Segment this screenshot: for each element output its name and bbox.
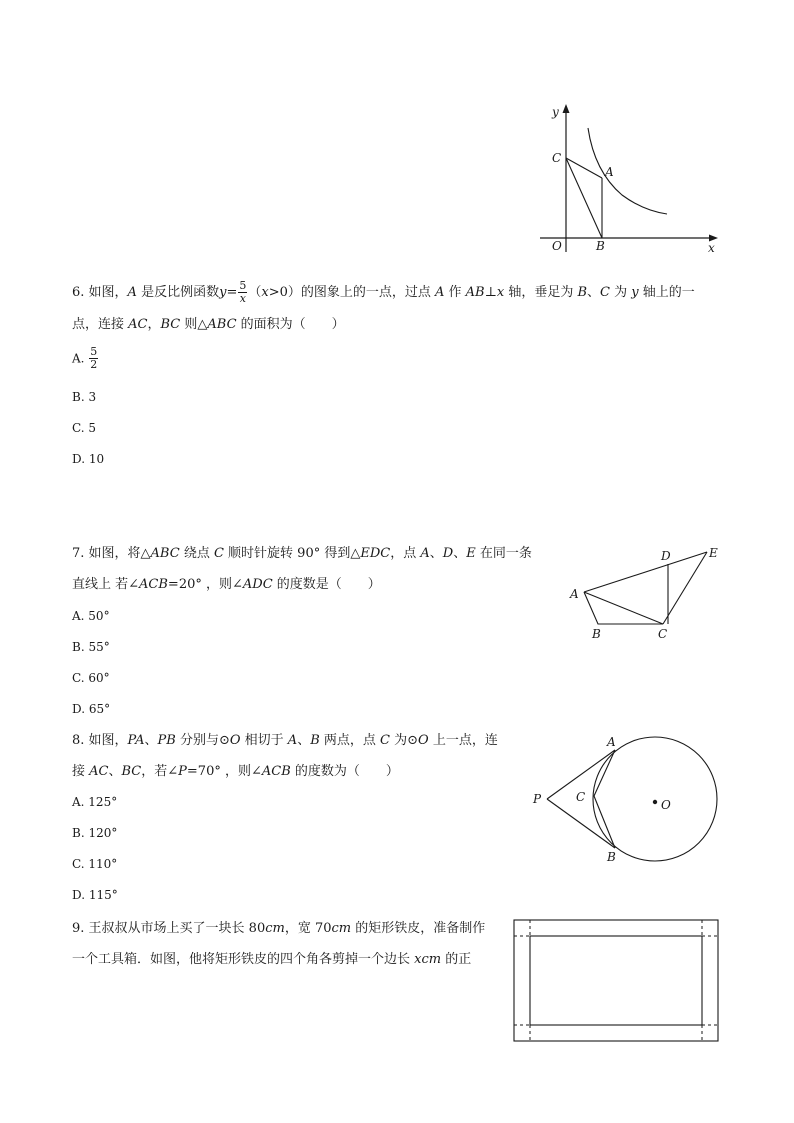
label-p: P [533, 792, 542, 806]
q6-option-a[interactable]: A. $\frac{5}{2}$ [72, 345, 98, 371]
label-c: C [576, 790, 586, 804]
center-point-o [653, 800, 657, 804]
q6-figure [532, 100, 732, 260]
label-c: C [552, 151, 562, 165]
q6-stem-line2: 点，连接 AC，BC 则△ABC 的面积为（ ） [72, 317, 345, 332]
label-x: x [708, 241, 715, 255]
q8-option-d[interactable]: D. 115° [72, 888, 118, 902]
q8-option-b[interactable]: B. 120° [72, 826, 118, 840]
label-b: B [592, 627, 601, 641]
label-a: A [570, 587, 579, 601]
q7-option-c[interactable]: C. 60° [72, 671, 110, 685]
q6-option-d[interactable]: D. 10 [72, 452, 105, 466]
segment-cb [566, 158, 602, 238]
triangle-abc [584, 592, 663, 624]
q8-stem-line2: 接 AC、BC，若∠P=70° ，则∠ACB 的度数为（ ） [72, 764, 399, 779]
q7-stem-line1: 7. 如图，将△ABC 绕点 C 顺时针旋转 90° 得到△EDC，点 A、D、E 在同一条 [72, 546, 532, 561]
label-a: A [607, 735, 616, 749]
label-y: y [552, 105, 559, 119]
box-base [530, 936, 702, 1025]
label-b: B [596, 239, 605, 253]
q7-option-d[interactable]: D. 65° [72, 702, 111, 716]
q9-figure [512, 918, 722, 1044]
hyperbola-curve [588, 128, 667, 214]
y-axis-arrow [563, 104, 570, 113]
label-d: D [661, 549, 671, 563]
q7-option-b[interactable]: B. 55° [72, 640, 110, 654]
label-o: O [552, 239, 562, 253]
label-e: E [709, 546, 718, 560]
q6-stem-line1: 6. 如图，A 是反比例函数y= $\frac{5}{x}$ （x>0）的图象上的一点，过点 A 作 AB⊥x 轴，垂足为 B、C 为 y 轴上的一 [72, 279, 695, 305]
q8-option-a[interactable]: A. 125° [72, 795, 118, 809]
label-a: A [605, 165, 614, 179]
q6-option-b[interactable]: B. 3 [72, 390, 97, 404]
fraction-5-over-2: $\frac{5}{2}$ [90, 345, 98, 371]
label-b: B [607, 850, 616, 864]
label-o: O [661, 798, 671, 812]
q7-stem-line2: 直线上 若∠ACB=20° ，则∠ADC 的度数是（ ） [72, 577, 381, 592]
fraction-5-over-x: $\frac{5}{x}$ [239, 279, 247, 305]
q7-figure [560, 542, 730, 647]
circle-o [593, 737, 717, 861]
sheet-outer [514, 920, 718, 1041]
label-c: C [658, 627, 668, 641]
q7-option-a[interactable]: A. 50° [72, 609, 110, 623]
q6-option-c[interactable]: C. 5 [72, 421, 97, 435]
q8-figure [525, 732, 725, 867]
q9-stem-line2: 一个工具箱．如图，他将矩形铁皮的四个角各剪掉一个边长 xcm 的正 [72, 952, 472, 967]
q9-stem-line1: 9. 王叔叔从市场上买了一块长 80cm，宽 70cm 的矩形铁皮，准备制作 [72, 921, 486, 936]
cut-lines [514, 920, 718, 1041]
q8-stem-line1: 8. 如图，PA、PB 分别与⊙O 相切于 A、B 两点，点 C 为⊙O 上一点，连 [72, 733, 498, 748]
segment-ae [584, 552, 707, 592]
q8-option-c[interactable]: C. 110° [72, 857, 118, 871]
